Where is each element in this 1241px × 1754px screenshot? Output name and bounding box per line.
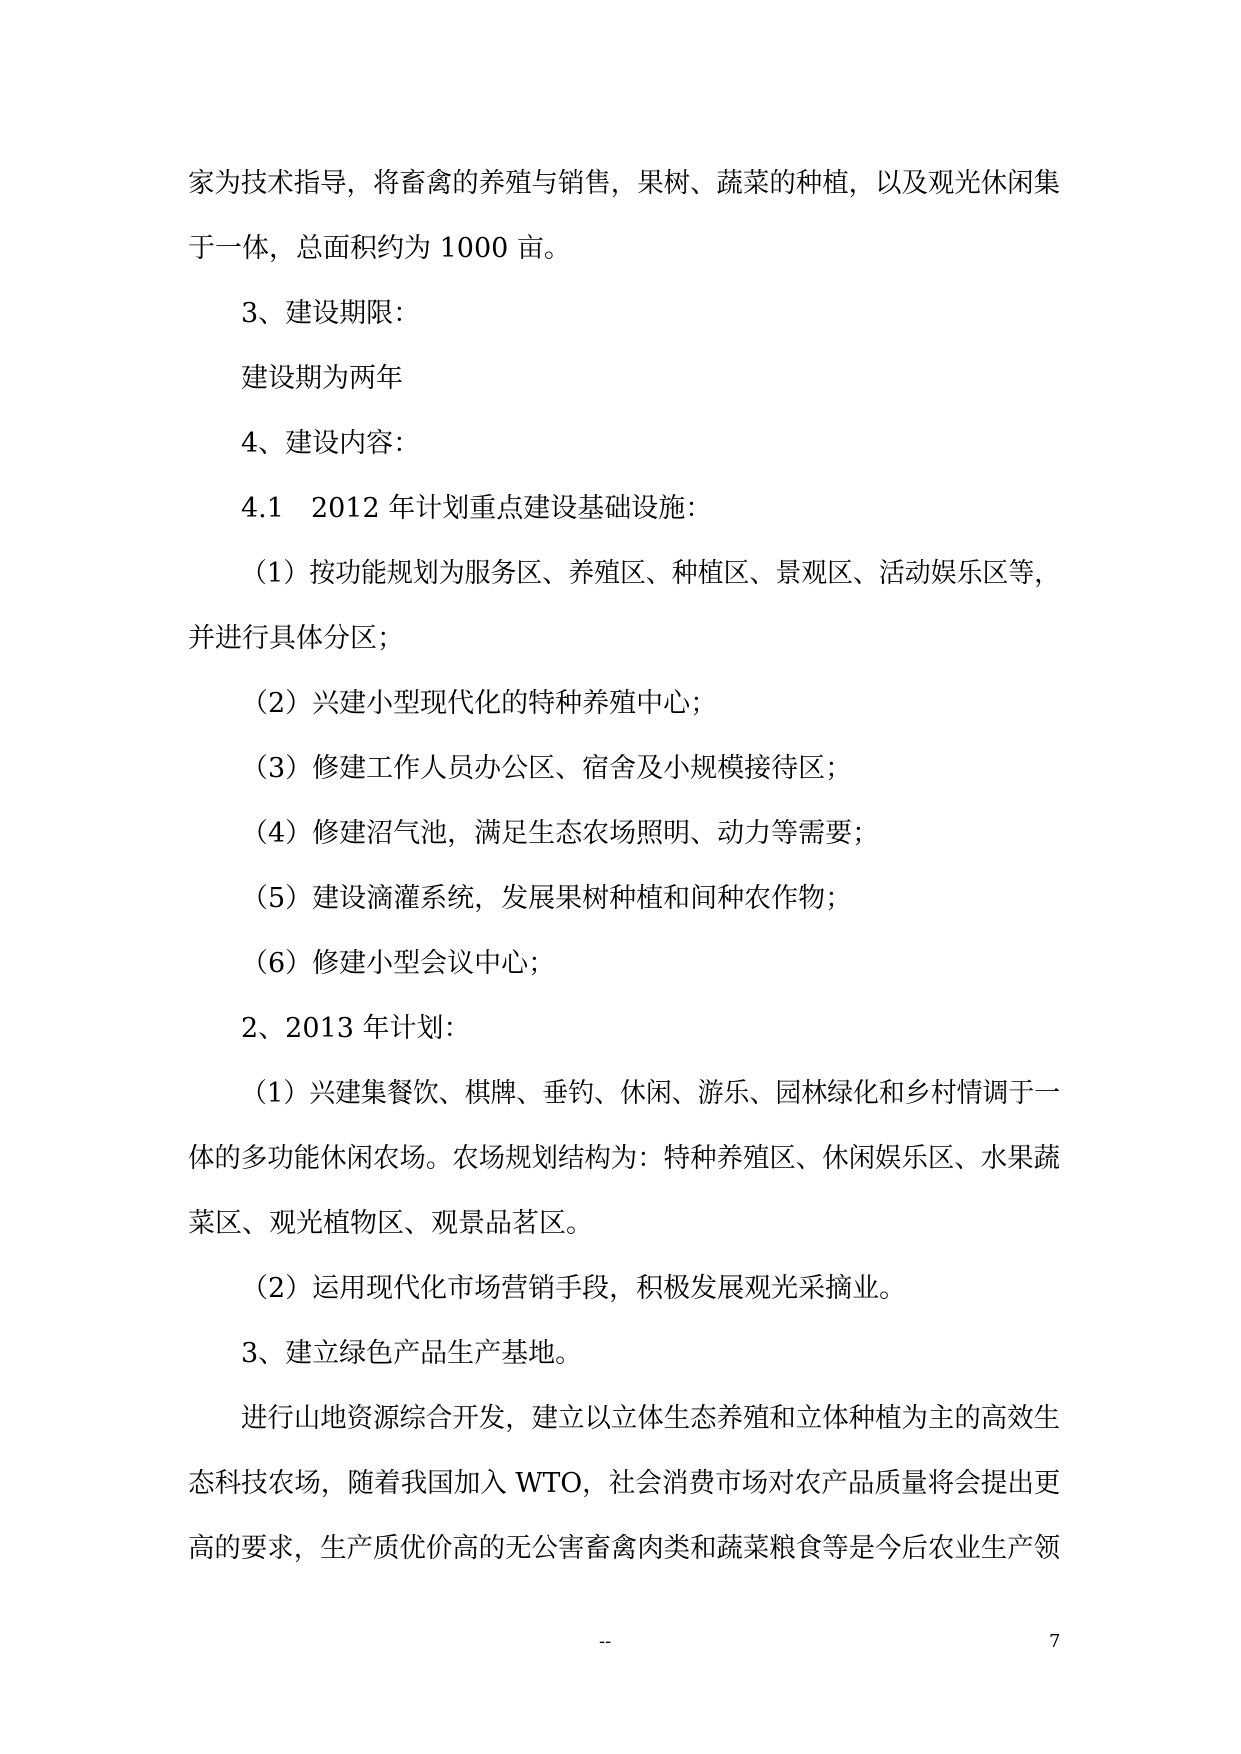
- text-line: （1）按功能规划为服务区、养殖区、种植区、景观区、活动娱乐区等，: [241, 558, 1061, 589]
- text-line: 于一体，总面积约为 1000 亩。: [188, 233, 571, 264]
- text-line: （2）运用现代化市场营销手段，积极发展观光采摘业。: [241, 1273, 907, 1304]
- text-line: 态科技农场，随着我国加入 WTO，社会消费市场对农产品质量将会提出更: [188, 1468, 1061, 1499]
- text-line: （3）修建工作人员办公区、宿舍及小规模接待区；: [241, 753, 853, 784]
- text-line: 3、建立绿色产品生产基地。: [241, 1338, 583, 1369]
- text-line: （2）兴建小型现代化的特种养殖中心；: [241, 688, 718, 719]
- footer-separator: --: [599, 1631, 612, 1652]
- text-line: 4.1 2012 年计划重点建设基础设施：: [241, 493, 713, 524]
- text-line: 进行山地资源综合开发，建立以立体生态养殖和立体种植为主的高效生: [241, 1403, 1061, 1434]
- text-line: （6）修建小型会议中心；: [241, 948, 556, 979]
- text-line: 体的多功能休闲农场。农场规划结构为：特种养殖区、休闲娱乐区、水果蔬: [188, 1143, 1061, 1174]
- text-line: 2、2013 年计划：: [241, 1013, 471, 1044]
- text-line: 菜区、观光植物区、观景品茗区。: [188, 1208, 593, 1239]
- text-line: （5）建设滴灌系统，发展果树种植和间种农作物；: [241, 883, 853, 914]
- text-line: 3、建设期限：: [241, 298, 421, 329]
- page-number: 7: [1049, 1631, 1061, 1652]
- text-line: （1）兴建集餐饮、棋牌、垂钓、休闲、游乐、园林绿化和乡村情调于一: [241, 1078, 1061, 1109]
- text-line: 家为技术指导，将畜禽的养殖与销售，果树、蔬菜的种植，以及观光休闲集: [188, 168, 1061, 199]
- text-line: 并进行具体分区；: [188, 623, 404, 654]
- text-line: 4、建设内容：: [241, 428, 421, 459]
- text-line: 高的要求，生产质优价高的无公害畜禽肉类和蔬菜粮食等是今后农业生产领: [188, 1533, 1061, 1564]
- text-line: （4）修建沼气池，满足生态农场照明、动力等需要；: [241, 818, 880, 849]
- text-line: 建设期为两年: [241, 363, 403, 394]
